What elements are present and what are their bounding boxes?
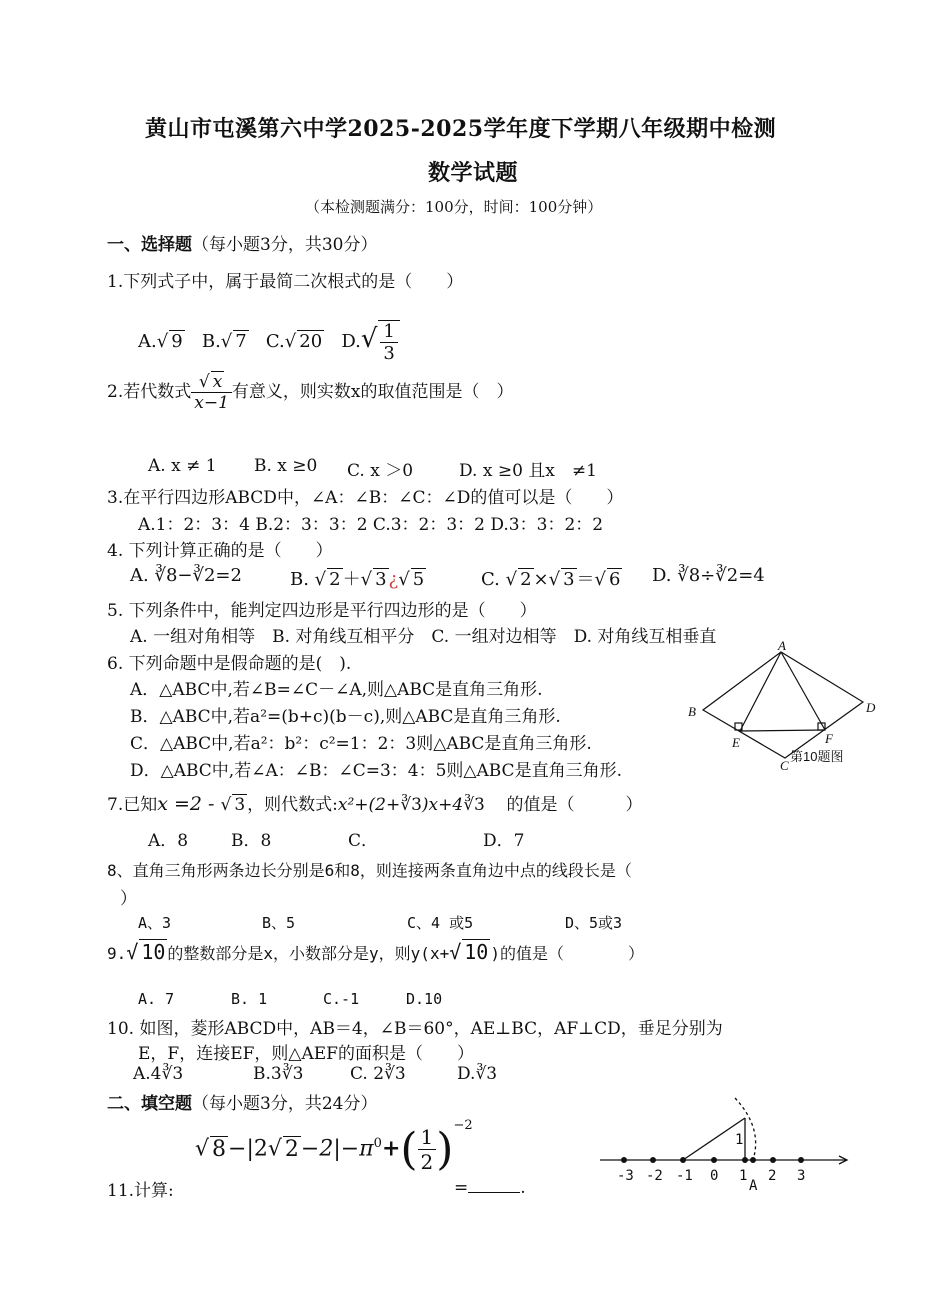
tick-dot xyxy=(711,1157,717,1163)
q11-label: 11.计算: xyxy=(107,1181,174,1201)
q10-a-label: A.4 xyxy=(133,1064,162,1084)
label-c: C xyxy=(780,758,789,773)
q7-mid: ，则代数式: xyxy=(247,795,338,815)
q10-option-c: C. 2∛3 xyxy=(350,1064,406,1084)
q4-b-rad3: 5 xyxy=(412,569,425,590)
label-e: E xyxy=(732,735,740,750)
tick-label: 1 xyxy=(739,1168,748,1184)
q6-option-b: B．△ABC中,若a²=(b+c)(b－c),则△ABC是直角三角形. xyxy=(130,707,561,727)
q11-sup-zero: 0 xyxy=(373,1136,382,1152)
q1-d-denominator: 3 xyxy=(383,343,395,364)
tick-dot xyxy=(798,1157,804,1163)
q2-num-radicand: x xyxy=(212,372,223,392)
q1-b-label: B. xyxy=(201,331,221,352)
q10-d-rad: 3 xyxy=(486,1064,498,1084)
q11-expression: √ 8−|2√ $2-2|-\pi^0+$( $\frac{1}{2}$ )$^{-2}$ xyxy=(195,1118,473,1175)
q2-option-b: B. x ≥0 xyxy=(254,456,318,476)
q4-option-d: D. ∛8÷∛2=4 xyxy=(652,565,765,586)
q4-b-rad1: 2 xyxy=(329,569,341,590)
q10-c-label: C. 2 xyxy=(350,1064,385,1084)
tick-label: 2 xyxy=(768,1168,777,1184)
q11-answer xyxy=(454,1176,526,1198)
q7-stem: 7.已知x =2 - √ 3 ，则代数式:x²+(2+∛3)x+4∛3 的值是（ ） xyxy=(107,793,643,815)
tick-label: 3 xyxy=(797,1168,806,1184)
q7-option-a: A．8 xyxy=(148,831,189,851)
q11-rad2: 2 xyxy=(284,1136,299,1162)
q5-stem: 5. 下列条件中，能判定四边形是平行四边形的是（ ） xyxy=(107,601,537,621)
q4-b-label: B. xyxy=(290,569,315,590)
segment-ef xyxy=(740,730,825,731)
q10-d-label: D. xyxy=(457,1064,476,1084)
q10-line2: E，F，连接EF，则△AEF的面积是（ ） xyxy=(138,1044,474,1064)
q6-option-d: D．△ABC中,若∠A：∠B：∠C=3：4：5则△ABC是直角三角形. xyxy=(130,761,622,781)
q4-option-c: C. √ 2 ×√ 3 ＝√ 6 xyxy=(481,569,621,590)
exam-note: （本检测题满分：100分，时间：100分钟） xyxy=(305,198,603,216)
q9-rad2: 10 xyxy=(464,940,489,964)
q11-answer-blank[interactable] xyxy=(468,1176,520,1193)
section-1-desc: （每小题3分，共30分） xyxy=(192,235,378,255)
q8-option-c: C、4 或5 xyxy=(407,914,474,932)
q1-c-radicand: 20 xyxy=(299,331,323,352)
q4-c-rad2: 3 xyxy=(563,569,575,590)
q4-d-label: D. xyxy=(652,565,678,586)
q2-numerator: √ x xyxy=(191,372,232,393)
q1-a-label: A. xyxy=(138,331,157,352)
q1-stem: 1.下列式子中，属于最简二次根式的是（ ） xyxy=(107,272,464,292)
tick-label: -3 xyxy=(617,1168,634,1184)
q7-expr: x²+(2+ xyxy=(337,795,401,815)
q2-fraction xyxy=(191,372,232,413)
rhombus-figure xyxy=(680,640,885,780)
q11-fraction xyxy=(418,1125,437,1174)
q10-b-label: B.3 xyxy=(253,1064,282,1084)
q4-option-b: B. √ 2 ＋√ 3 ¿√ 5 xyxy=(290,569,425,590)
q4-c-rad1: 2 xyxy=(520,569,532,590)
q7-option-b: B．8 xyxy=(231,831,272,851)
q6-option-a: A．△ABC中,若∠B=∠C－∠A,则△ABC是直角三角形. xyxy=(130,680,543,700)
q9-option-c: C.-1 xyxy=(323,990,360,1008)
q7-expr-rad2: 3 xyxy=(474,795,485,815)
q2-option-c: C. x ＞0 xyxy=(347,461,414,481)
q8-stem: 8、直角三角形两条边长分别是6和8，则连接两条直角边中点的线段长是（ xyxy=(107,861,632,880)
q10-line1: 10. 如图，菱形ABCD中，AB＝4，∠B＝60°，AE⊥BC，AF⊥CD，垂足分别为 xyxy=(107,1019,723,1039)
q1-c-label: C. xyxy=(265,331,285,352)
q9-prefix: 9. xyxy=(107,944,127,963)
q1-b-radicand: 7 xyxy=(235,331,247,352)
q6-stem: 6. 下列命题中是假命题的是( ). xyxy=(107,654,352,674)
segment-af xyxy=(781,652,825,730)
q2-option-a: A. x ≠ 1 xyxy=(148,456,217,476)
q11-frac-den: 2 xyxy=(420,1150,434,1174)
q4-a-expr: 8− xyxy=(165,565,193,586)
q11-part2: −|2 xyxy=(228,1136,268,1162)
point-a-label: A xyxy=(749,1178,758,1193)
leg-label: 1 xyxy=(735,1132,744,1148)
q1-d-label: D. xyxy=(341,331,361,352)
label-d: D xyxy=(866,700,876,715)
tick-label: -2 xyxy=(646,1168,663,1184)
q3-options: A.1：2：3：4 B.2：3：3：2 C.3：2：3：2 D.3：3：2：2 xyxy=(138,515,604,535)
q4-option-a: A. ∛8−∛2=2 xyxy=(130,565,242,586)
q4-a-expr2: 2=2 xyxy=(203,565,242,586)
tick-label: 0 xyxy=(710,1168,719,1184)
label-b: B xyxy=(688,704,696,719)
q10-option-d: D.∛3 xyxy=(457,1064,498,1084)
q11-part4: −2|−π xyxy=(300,1136,374,1162)
figure-caption: 第10题图 xyxy=(790,749,844,764)
page-title: 黄山市屯溪第六中学2025-2025学年度下学期八年级期中检测 xyxy=(145,116,777,142)
q7-expr2: )x+4 xyxy=(421,795,464,815)
q1-options: A.√ 9 B.√ 7 C.√ 20 D.√ $\frac{1}{3}$ xyxy=(138,320,400,364)
q11-period: . xyxy=(520,1178,526,1198)
q4-b-glyph: ¿ xyxy=(388,569,399,590)
section-2-label: 二、填空题 xyxy=(107,1094,192,1114)
q4-stem: 4. 下列计算正确的是（ ） xyxy=(107,541,333,561)
q9-mid: 的整数部分是x，小数部分是y，则y(x+ xyxy=(167,944,450,963)
tick-dot xyxy=(770,1157,776,1163)
q9-option-a: A. 7 xyxy=(138,990,175,1008)
q4-b-rad2: 3 xyxy=(375,569,387,590)
q4-c-label: C. xyxy=(481,569,506,590)
q2-option-d: D. x ≥0 且x ≠1 xyxy=(459,461,597,481)
q4-b-plus: ＋ xyxy=(342,569,361,590)
q7-given-rad: 3 xyxy=(234,795,246,815)
q3-stem: 3.在平行四边形ABCD中，∠A：∠B：∠C：∠D的值可以是（ ） xyxy=(107,488,624,508)
q6-option-c: C．△ABC中,若a²：b²：c²=1：2：3则△ABC是直角三角形. xyxy=(130,734,592,754)
tick-dot xyxy=(621,1157,627,1163)
q4-c-times: × xyxy=(533,569,549,590)
q2-suffix: 有意义，则实数x的取值范围是（ ） xyxy=(231,382,514,402)
q7-option-d: D．7 xyxy=(483,831,525,851)
rhombus-outline xyxy=(703,652,863,758)
q10-option-a: A.4∛3 xyxy=(133,1064,184,1084)
q11-frac-num: 1 xyxy=(418,1125,437,1150)
q4-c-eq: ＝ xyxy=(576,569,595,590)
q8-option-a: A、3 xyxy=(138,914,172,932)
page-subtitle: 数学试题 xyxy=(428,160,519,186)
q8-stem-end: ） xyxy=(120,889,137,909)
q4-a-label: A. xyxy=(130,565,155,586)
q4-c-rad3: 6 xyxy=(609,569,621,590)
label-a: A xyxy=(778,640,786,653)
segment-ae xyxy=(740,652,781,731)
tick-dot xyxy=(742,1157,748,1163)
q10-b-rad: 3 xyxy=(292,1064,304,1084)
q7-prefix: 7.已知 xyxy=(107,795,158,815)
q1-d-numerator: 1 xyxy=(380,321,397,343)
tick-label: -1 xyxy=(676,1168,693,1184)
q11-eq: = xyxy=(454,1178,469,1198)
section-2-heading xyxy=(107,1089,377,1114)
number-line-figure xyxy=(595,1088,855,1193)
q4-d-expr2: 2=4 xyxy=(726,565,765,586)
q9-stem: 9.√ 10 的整数部分是x，小数部分是y，则y(x+√ 10 )的值是（ ） xyxy=(107,940,644,964)
q9-option-d: D.10 xyxy=(406,990,443,1008)
q11-rad1: 8 xyxy=(212,1136,227,1162)
section-1-label: 一、选择题 xyxy=(107,235,192,255)
q10-a-rad: 3 xyxy=(172,1064,184,1084)
q1-d-fraction xyxy=(378,320,399,364)
q9-option-b: B. 1 xyxy=(231,990,268,1008)
q5-options: A. 一组对角相等 B. 对角线互相平分 C. 一组对边相等 D. 对角线互相垂直 xyxy=(130,627,717,647)
q2-stem xyxy=(107,372,513,413)
section-1-heading xyxy=(107,230,377,255)
q11-sup-neg2: −2 xyxy=(453,1118,473,1134)
q4-d-expr: 8÷ xyxy=(688,565,716,586)
q8-option-b: B、5 xyxy=(262,914,296,932)
q11-plus: + xyxy=(381,1135,401,1162)
tick-dot xyxy=(680,1157,686,1163)
q7-suffix: 的值是（ ） xyxy=(506,795,643,815)
q9-rad: 10 xyxy=(141,940,166,964)
section-2-desc: （每小题3分，共24分） xyxy=(192,1094,378,1114)
tick-dot xyxy=(650,1157,656,1163)
q7-expr-rad: 3 xyxy=(411,795,422,815)
q10-c-rad: 3 xyxy=(394,1064,406,1084)
label-f: F xyxy=(825,731,833,746)
q1-a-radicand: 9 xyxy=(171,331,183,352)
q9-suffix: )的值是（ ） xyxy=(490,944,644,963)
tick-dot xyxy=(750,1157,756,1163)
q2-prefix: 2.若代数式 xyxy=(107,382,192,402)
q7-option-c: C． xyxy=(348,831,379,851)
q10-option-b: B.3∛3 xyxy=(253,1064,304,1084)
q7-given: x =2 - xyxy=(157,793,221,815)
q2-denominator: x−1 xyxy=(194,393,229,413)
q8-option-d: D、5或3 xyxy=(565,914,623,932)
